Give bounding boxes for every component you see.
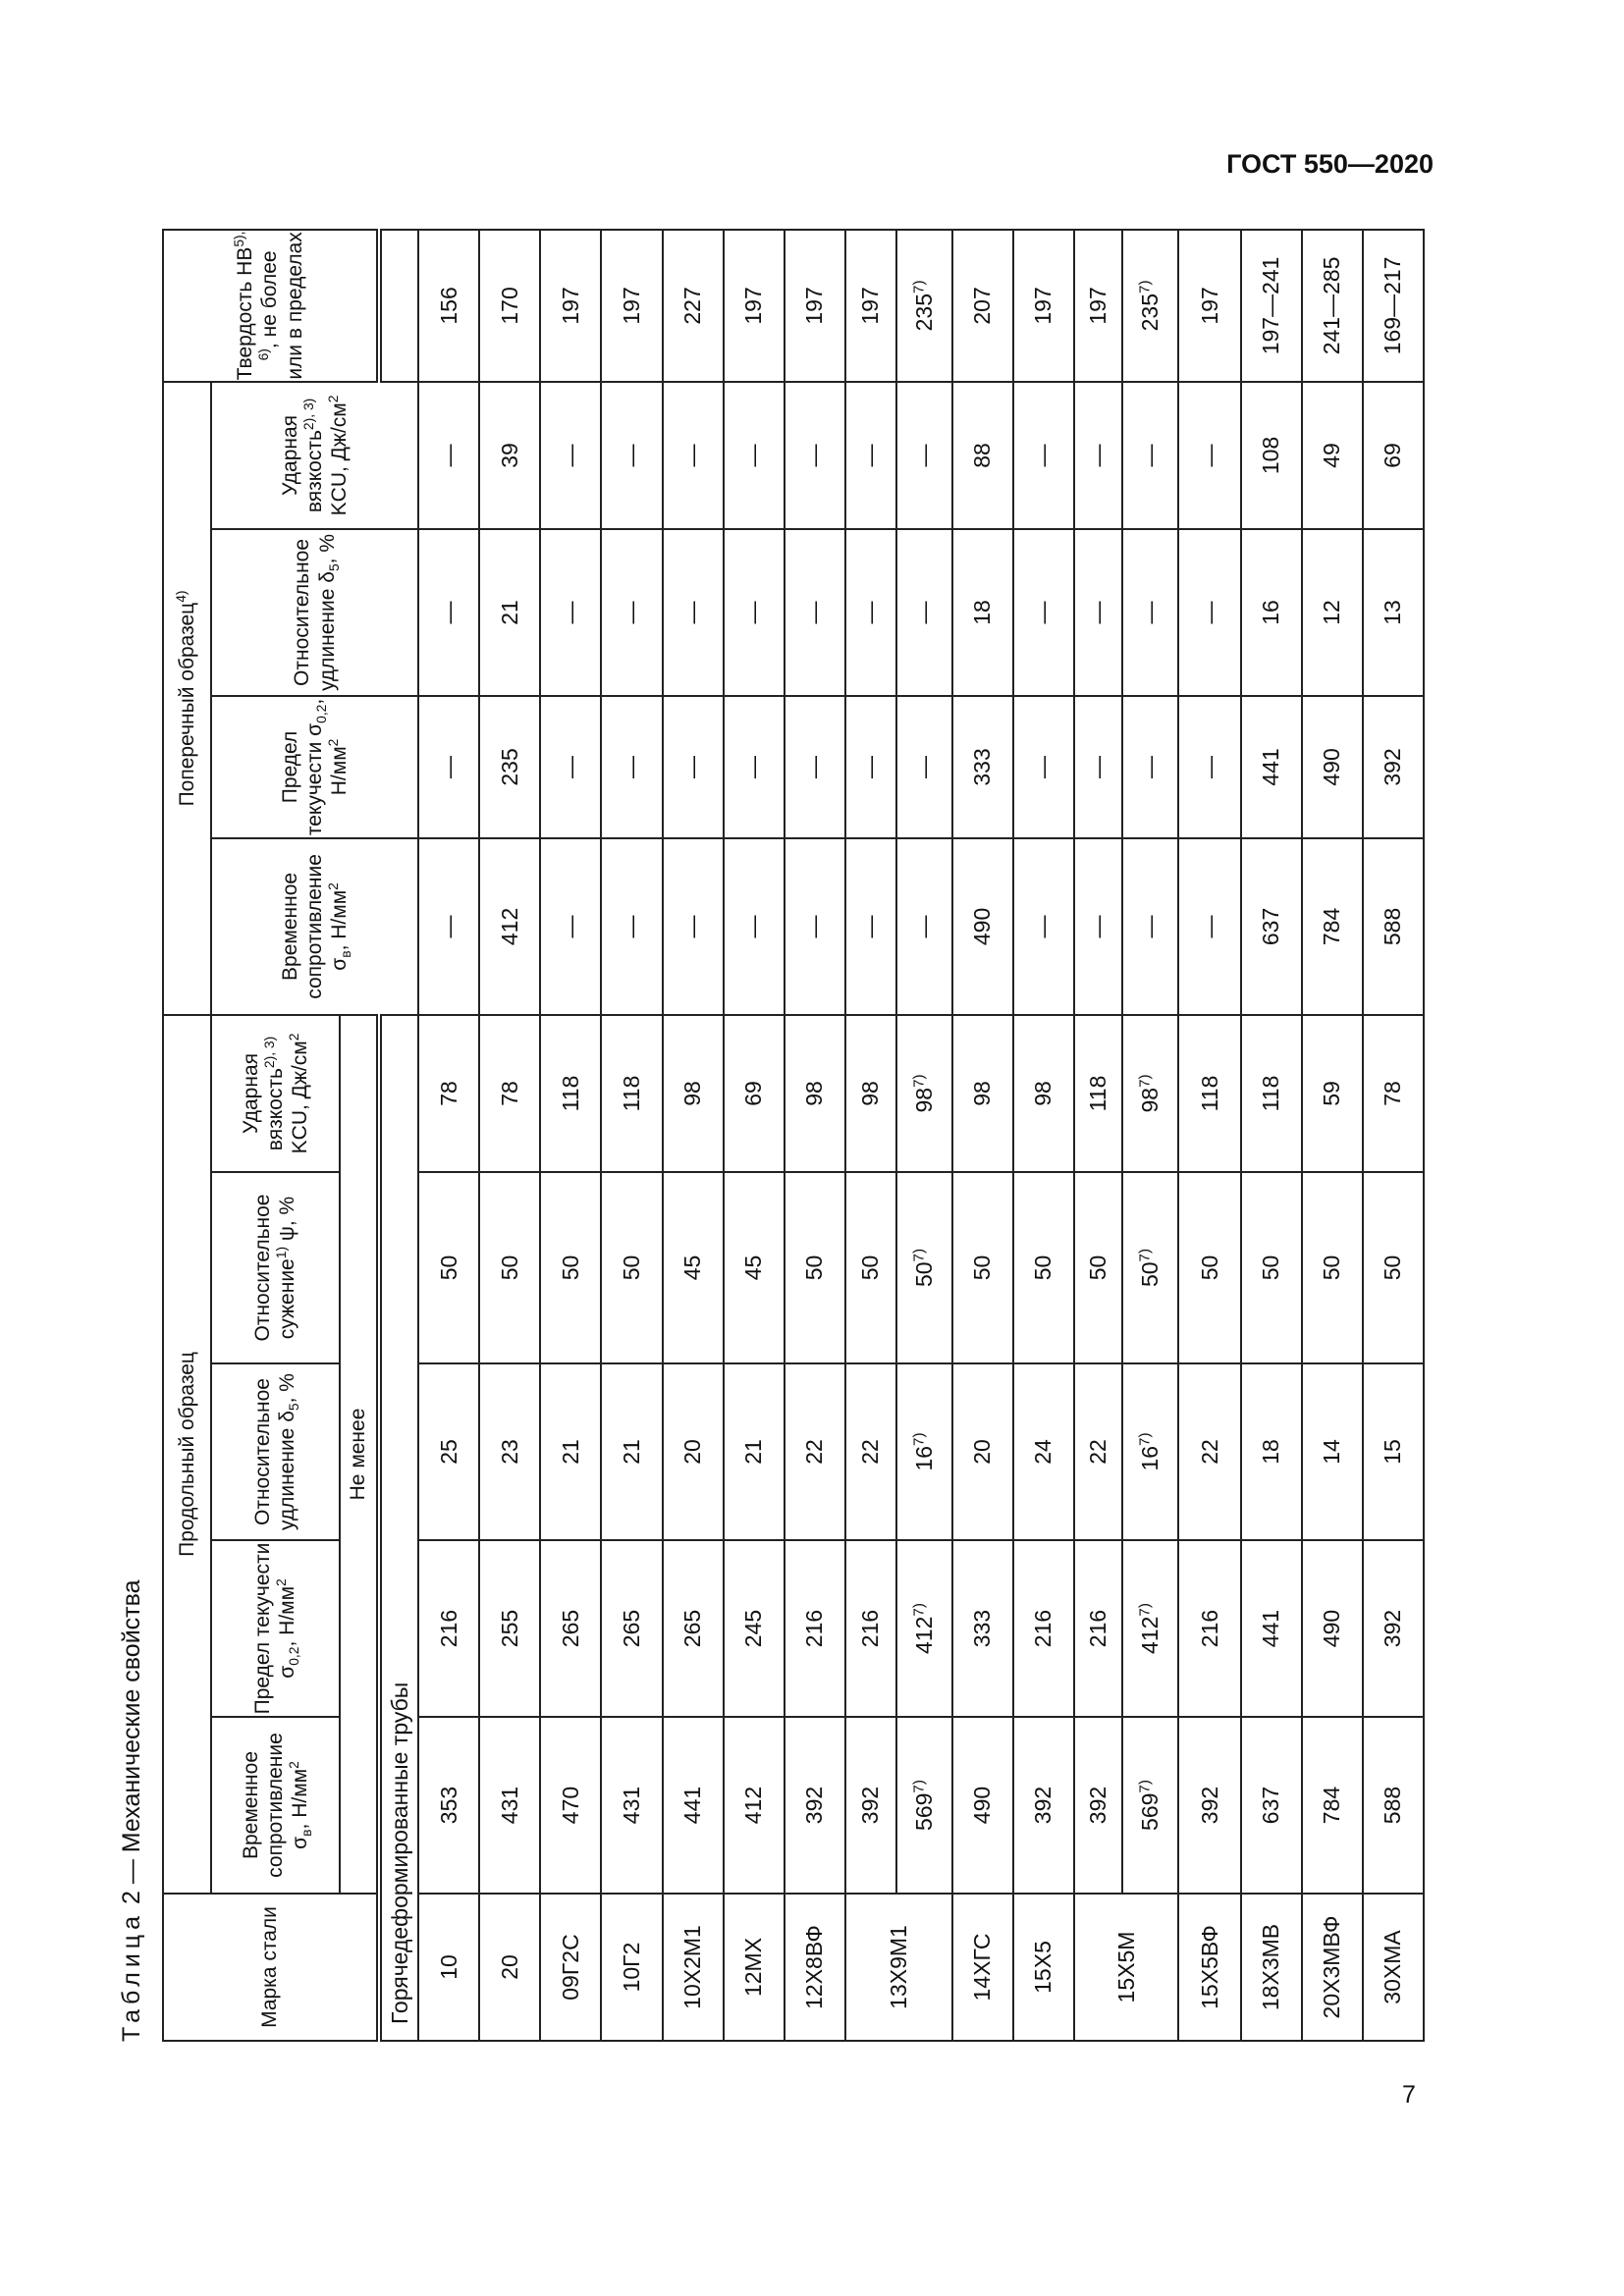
cell-c3: 18: [1241, 1363, 1302, 1540]
cell-c9: —: [540, 382, 601, 529]
cell-c9: —: [896, 382, 952, 529]
cell-c5: 78: [418, 1015, 479, 1172]
cell-c2: 216: [1074, 1540, 1122, 1717]
table-row: [952, 230, 1013, 2041]
cell-c7: —: [845, 696, 896, 838]
table-row: [1302, 230, 1363, 2041]
cell-c9: —: [418, 382, 479, 529]
table-row: [1013, 230, 1074, 2041]
cell-c10: 170: [479, 230, 540, 382]
cell-c10: 241—285: [1302, 230, 1363, 382]
cell-c1: 392: [1074, 1717, 1122, 1894]
cell-c3: 21: [724, 1363, 785, 1540]
cell-c5: 69: [724, 1015, 785, 1172]
cell-c7: 441: [1241, 696, 1302, 838]
cell-c8: —: [540, 529, 601, 696]
col-long-ts-header: Временное сопротивление $\sigma_в$, $Н/мм^2$: [211, 1717, 340, 1894]
cell-c2: 265: [601, 1540, 662, 1717]
cell-c4: 50$^{7)}$: [896, 1172, 952, 1363]
cell-c7: —: [540, 696, 601, 838]
cell-c5: 118: [601, 1015, 662, 1172]
table-row: [540, 230, 601, 2041]
cell-c5: 118: [540, 1015, 601, 1172]
empty-cell: [379, 230, 418, 382]
cell-c5: 98$^{7)}$: [1122, 1015, 1179, 1172]
cell-c8: —: [724, 529, 785, 696]
cell-c8: —: [601, 529, 662, 696]
cell-c3: 25: [418, 1363, 479, 1540]
cell-c6: —: [601, 838, 662, 1015]
cell-c6: —: [845, 838, 896, 1015]
cell-c8: —: [418, 529, 479, 696]
table-row: [1363, 230, 1424, 2041]
cell-c5: 78: [479, 1015, 540, 1172]
cell-c2: 216: [785, 1540, 845, 1717]
cell-c10: 197: [540, 230, 601, 382]
table-row: [896, 230, 952, 2041]
cell-c7: 490: [1302, 696, 1363, 838]
table-caption: Таблица 2 — Механические свойства: [118, 1579, 145, 2042]
cell-c9: 108: [1241, 382, 1302, 529]
cell-c3: 22: [1074, 1363, 1122, 1540]
cell-c8: —: [663, 529, 724, 696]
cell-c7: —: [601, 696, 662, 838]
cell-c2: 216: [418, 1540, 479, 1717]
cell-grade: 15Х5: [1013, 1894, 1074, 2041]
cell-c7: 333: [952, 696, 1013, 838]
cell-c4: 50$^{7)}$: [1122, 1172, 1179, 1363]
cell-grade: 20Х3МВФ: [1302, 1894, 1363, 2041]
cell-c6: —: [1178, 838, 1240, 1015]
cell-c9: —: [1122, 382, 1179, 529]
cell-c8: —: [1013, 529, 1074, 696]
table-row: [1241, 230, 1302, 2041]
cell-c8: —: [896, 529, 952, 696]
cell-grade: 20: [479, 1894, 540, 2041]
cell-c10: 197: [724, 230, 785, 382]
cell-c6: 637: [1241, 838, 1302, 1015]
cell-c1: 431: [479, 1717, 540, 1894]
cell-c5: 118: [1074, 1015, 1122, 1172]
cell-c6: —: [785, 838, 845, 1015]
cell-c5: 98: [663, 1015, 724, 1172]
cell-c6: —: [1122, 838, 1179, 1015]
cell-c8: 12: [1302, 529, 1363, 696]
cell-c6: —: [724, 838, 785, 1015]
table-row: [845, 230, 896, 2041]
cell-c7: —: [663, 696, 724, 838]
cell-c2: 255: [479, 1540, 540, 1717]
cell-c7: —: [785, 696, 845, 838]
cell-c6: —: [896, 838, 952, 1015]
page-number: 7: [1402, 2081, 1416, 2109]
cell-grade: 12Х8ВФ: [785, 1894, 845, 2041]
table-row: [1074, 230, 1122, 2041]
cell-c1: 353: [418, 1717, 479, 1894]
cell-c4: 50: [1302, 1172, 1363, 1363]
cell-c8: —: [785, 529, 845, 696]
col-long-red-header: Относительное сужение$^{1)}$ ψ, %: [211, 1172, 340, 1363]
cell-c7: —: [724, 696, 785, 838]
not-less-note: Не менее: [340, 1015, 379, 1894]
cell-c1: 637: [1241, 1717, 1302, 1894]
cell-c6: 588: [1363, 838, 1424, 1015]
cell-c2: 441: [1241, 1540, 1302, 1717]
cell-c4: 50: [479, 1172, 540, 1363]
cell-c1: 569$^{7)}$: [1122, 1717, 1179, 1894]
cell-c4: 50: [1013, 1172, 1074, 1363]
cell-c5: 78: [1363, 1015, 1424, 1172]
cell-grade: 10Х2М1: [663, 1894, 724, 2041]
cell-c10: 197: [845, 230, 896, 382]
cell-grade: 10Г2: [601, 1894, 662, 2041]
section-heading: Горячедеформированные трубы: [379, 1015, 418, 2041]
cell-c8: 21: [479, 529, 540, 696]
mechanical-properties-table: [162, 229, 1425, 2042]
cell-c9: 49: [1302, 382, 1363, 529]
cell-c8: 18: [952, 529, 1013, 696]
long-group-header: Продольный образец: [163, 1015, 211, 1894]
cell-c2: 392: [1363, 1540, 1424, 1717]
col-trans-imp-header: Ударная вязкость$^{2), 3)}$ KCU, $Дж/см^2$: [211, 382, 418, 529]
cell-grade: 30ХМА: [1363, 1894, 1424, 2041]
cell-c2: 265: [540, 1540, 601, 1717]
rotated-table-block: [118, 196, 1443, 2042]
cell-c10: 197: [1074, 230, 1122, 382]
cell-c10: 197: [601, 230, 662, 382]
cell-c4: 50: [1363, 1172, 1424, 1363]
col-trans-ts-header: Временное сопротивление $\sigma_в$, $Н/мм^2$: [211, 838, 418, 1015]
cell-c2: 216: [845, 1540, 896, 1717]
cell-c2: 490: [1302, 1540, 1363, 1717]
cell-c1: 441: [663, 1717, 724, 1894]
cell-c6: 412: [479, 838, 540, 1015]
cell-c10: 235$^{7)}$: [896, 230, 952, 382]
col-grade-header: Марка стали: [163, 1894, 379, 2041]
cell-c10: 227: [663, 230, 724, 382]
cell-c6: —: [1074, 838, 1122, 1015]
cell-c3: 23: [479, 1363, 540, 1540]
cell-c2: 412$^{7)}$: [1122, 1540, 1179, 1717]
cell-c9: 69: [1363, 382, 1424, 529]
cell-c4: 45: [724, 1172, 785, 1363]
cell-c1: 412: [724, 1717, 785, 1894]
cell-c5: 98: [785, 1015, 845, 1172]
cell-c3: 22: [785, 1363, 845, 1540]
cell-c3: 15: [1363, 1363, 1424, 1540]
cell-c8: 13: [1363, 529, 1424, 696]
cell-grade: 15Х5ВФ: [1178, 1894, 1240, 2041]
cell-c5: 118: [1241, 1015, 1302, 1172]
cell-c7: —: [1013, 696, 1074, 838]
cell-c7: 235: [479, 696, 540, 838]
cell-c9: —: [845, 382, 896, 529]
cell-c9: —: [785, 382, 845, 529]
cell-c4: 50: [785, 1172, 845, 1363]
cell-c5: 118: [1178, 1015, 1240, 1172]
cell-c3: 21: [601, 1363, 662, 1540]
cell-c6: —: [418, 838, 479, 1015]
cell-c8: —: [1074, 529, 1122, 696]
cell-c4: 50: [1241, 1172, 1302, 1363]
cell-c9: —: [663, 382, 724, 529]
cell-c8: —: [1178, 529, 1240, 696]
cell-c9: —: [724, 382, 785, 529]
cell-c2: 265: [663, 1540, 724, 1717]
cell-c10: 207: [952, 230, 1013, 382]
col-hardness-header: Твердость $НВ^{5), 6)}$, не более или в пределах: [163, 230, 379, 382]
cell-c8: 16: [1241, 529, 1302, 696]
cell-c10: 169—217: [1363, 230, 1424, 382]
cell-c3: 20: [952, 1363, 1013, 1540]
cell-c9: —: [1178, 382, 1240, 529]
cell-c3: 16$^{7)}$: [896, 1363, 952, 1540]
cell-c6: 784: [1302, 838, 1363, 1015]
cell-c5: 98: [1013, 1015, 1074, 1172]
cell-c10: 235$^{7)}$: [1122, 230, 1179, 382]
cell-c1: 392: [785, 1717, 845, 1894]
cell-c10: 197—241: [1241, 230, 1302, 382]
cell-c10: 156: [418, 230, 479, 382]
cell-c10: 197: [1013, 230, 1074, 382]
cell-c9: 39: [479, 382, 540, 529]
cell-c4: 50: [540, 1172, 601, 1363]
cell-c8: —: [845, 529, 896, 696]
cell-c6: —: [1013, 838, 1074, 1015]
cell-grade: 09Г2С: [540, 1894, 601, 2041]
cell-c10: 197: [1178, 230, 1240, 382]
col-long-imp-header: Ударная вязкость$^{2), 3)}$ KCU, $Дж/см^2$: [211, 1015, 340, 1172]
cell-c10: 197: [785, 230, 845, 382]
cell-c3: 22: [1178, 1363, 1240, 1540]
cell-c3: 22: [845, 1363, 896, 1540]
cell-c5: 59: [1302, 1015, 1363, 1172]
col-trans-el-header: Относительное удлинение $\delta_5$, %: [211, 529, 418, 696]
col-long-ys-header: Предел текучести $\sigma_{0,2}$, $Н/мм^2$: [211, 1540, 340, 1717]
col-trans-ys-header: Предел текучести $\sigma_{0,2}$, $Н/мм^2$: [211, 696, 418, 838]
document-code: ГОСТ 550—2020: [1226, 149, 1434, 179]
cell-c9: 88: [952, 382, 1013, 529]
cell-c1: 470: [540, 1717, 601, 1894]
table-row: [601, 230, 662, 2041]
cell-c4: 50: [418, 1172, 479, 1363]
cell-grade: 14ХГС: [952, 1894, 1013, 2041]
cell-c4: 45: [663, 1172, 724, 1363]
cell-c8: —: [1122, 529, 1179, 696]
cell-c3: 14: [1302, 1363, 1363, 1540]
cell-c2: 216: [1013, 1540, 1074, 1717]
table-row: [1122, 230, 1179, 2041]
cell-c4: 50: [1074, 1172, 1122, 1363]
cell-c7: —: [1122, 696, 1179, 838]
cell-c4: 50: [1178, 1172, 1240, 1363]
cell-grade: 12МХ: [724, 1894, 785, 2041]
cell-c1: 569$^{7)}$: [896, 1717, 952, 1894]
cell-c7: —: [896, 696, 952, 838]
cell-c1: 784: [1302, 1717, 1363, 1894]
cell-c4: 50: [601, 1172, 662, 1363]
cell-c1: 490: [952, 1717, 1013, 1894]
cell-c7: 392: [1363, 696, 1424, 838]
cell-c3: 21: [540, 1363, 601, 1540]
cell-c2: 245: [724, 1540, 785, 1717]
cell-c5: 98$^{7)}$: [896, 1015, 952, 1172]
cell-c3: 20: [663, 1363, 724, 1540]
cell-c3: 16$^{7)}$: [1122, 1363, 1179, 1540]
table-row: [663, 230, 724, 2041]
cell-grade: 13Х9М1: [845, 1894, 952, 2041]
col-long-el-header: Относительное удлинение $\delta_5$, %: [211, 1363, 340, 1540]
cell-c2: 216: [1178, 1540, 1240, 1717]
cell-c1: 431: [601, 1717, 662, 1894]
cell-grade: 10: [418, 1894, 479, 2041]
table-row: [1178, 230, 1240, 2041]
table-row: [418, 230, 479, 2041]
cell-c1: 392: [845, 1717, 896, 1894]
cell-c5: 98: [952, 1015, 1013, 1172]
cell-c2: 333: [952, 1540, 1013, 1717]
cell-c7: —: [418, 696, 479, 838]
table-body: [418, 230, 1424, 2041]
cell-c1: 588: [1363, 1717, 1424, 1894]
cell-c6: —: [663, 838, 724, 1015]
cell-c4: 50: [845, 1172, 896, 1363]
cell-c1: 392: [1178, 1717, 1240, 1894]
table-row: [724, 230, 785, 2041]
cell-c9: —: [1074, 382, 1122, 529]
cell-c7: —: [1074, 696, 1122, 838]
cell-grade: 18Х3МВ: [1241, 1894, 1302, 2041]
cell-c4: 50: [952, 1172, 1013, 1363]
cell-c6: 490: [952, 838, 1013, 1015]
table-row: [479, 230, 540, 2041]
cell-c6: —: [540, 838, 601, 1015]
cell-c7: —: [1178, 696, 1240, 838]
trans-group-header: Поперечный образец$^{4)}$: [163, 382, 211, 1015]
cell-grade: 15Х5М: [1074, 1894, 1179, 2041]
cell-c5: 98: [845, 1015, 896, 1172]
cell-c9: —: [601, 382, 662, 529]
table-row: [785, 230, 845, 2041]
cell-c2: 412$^{7)}$: [896, 1540, 952, 1717]
cell-c3: 24: [1013, 1363, 1074, 1540]
cell-c1: 392: [1013, 1717, 1074, 1894]
cell-c9: —: [1013, 382, 1074, 529]
